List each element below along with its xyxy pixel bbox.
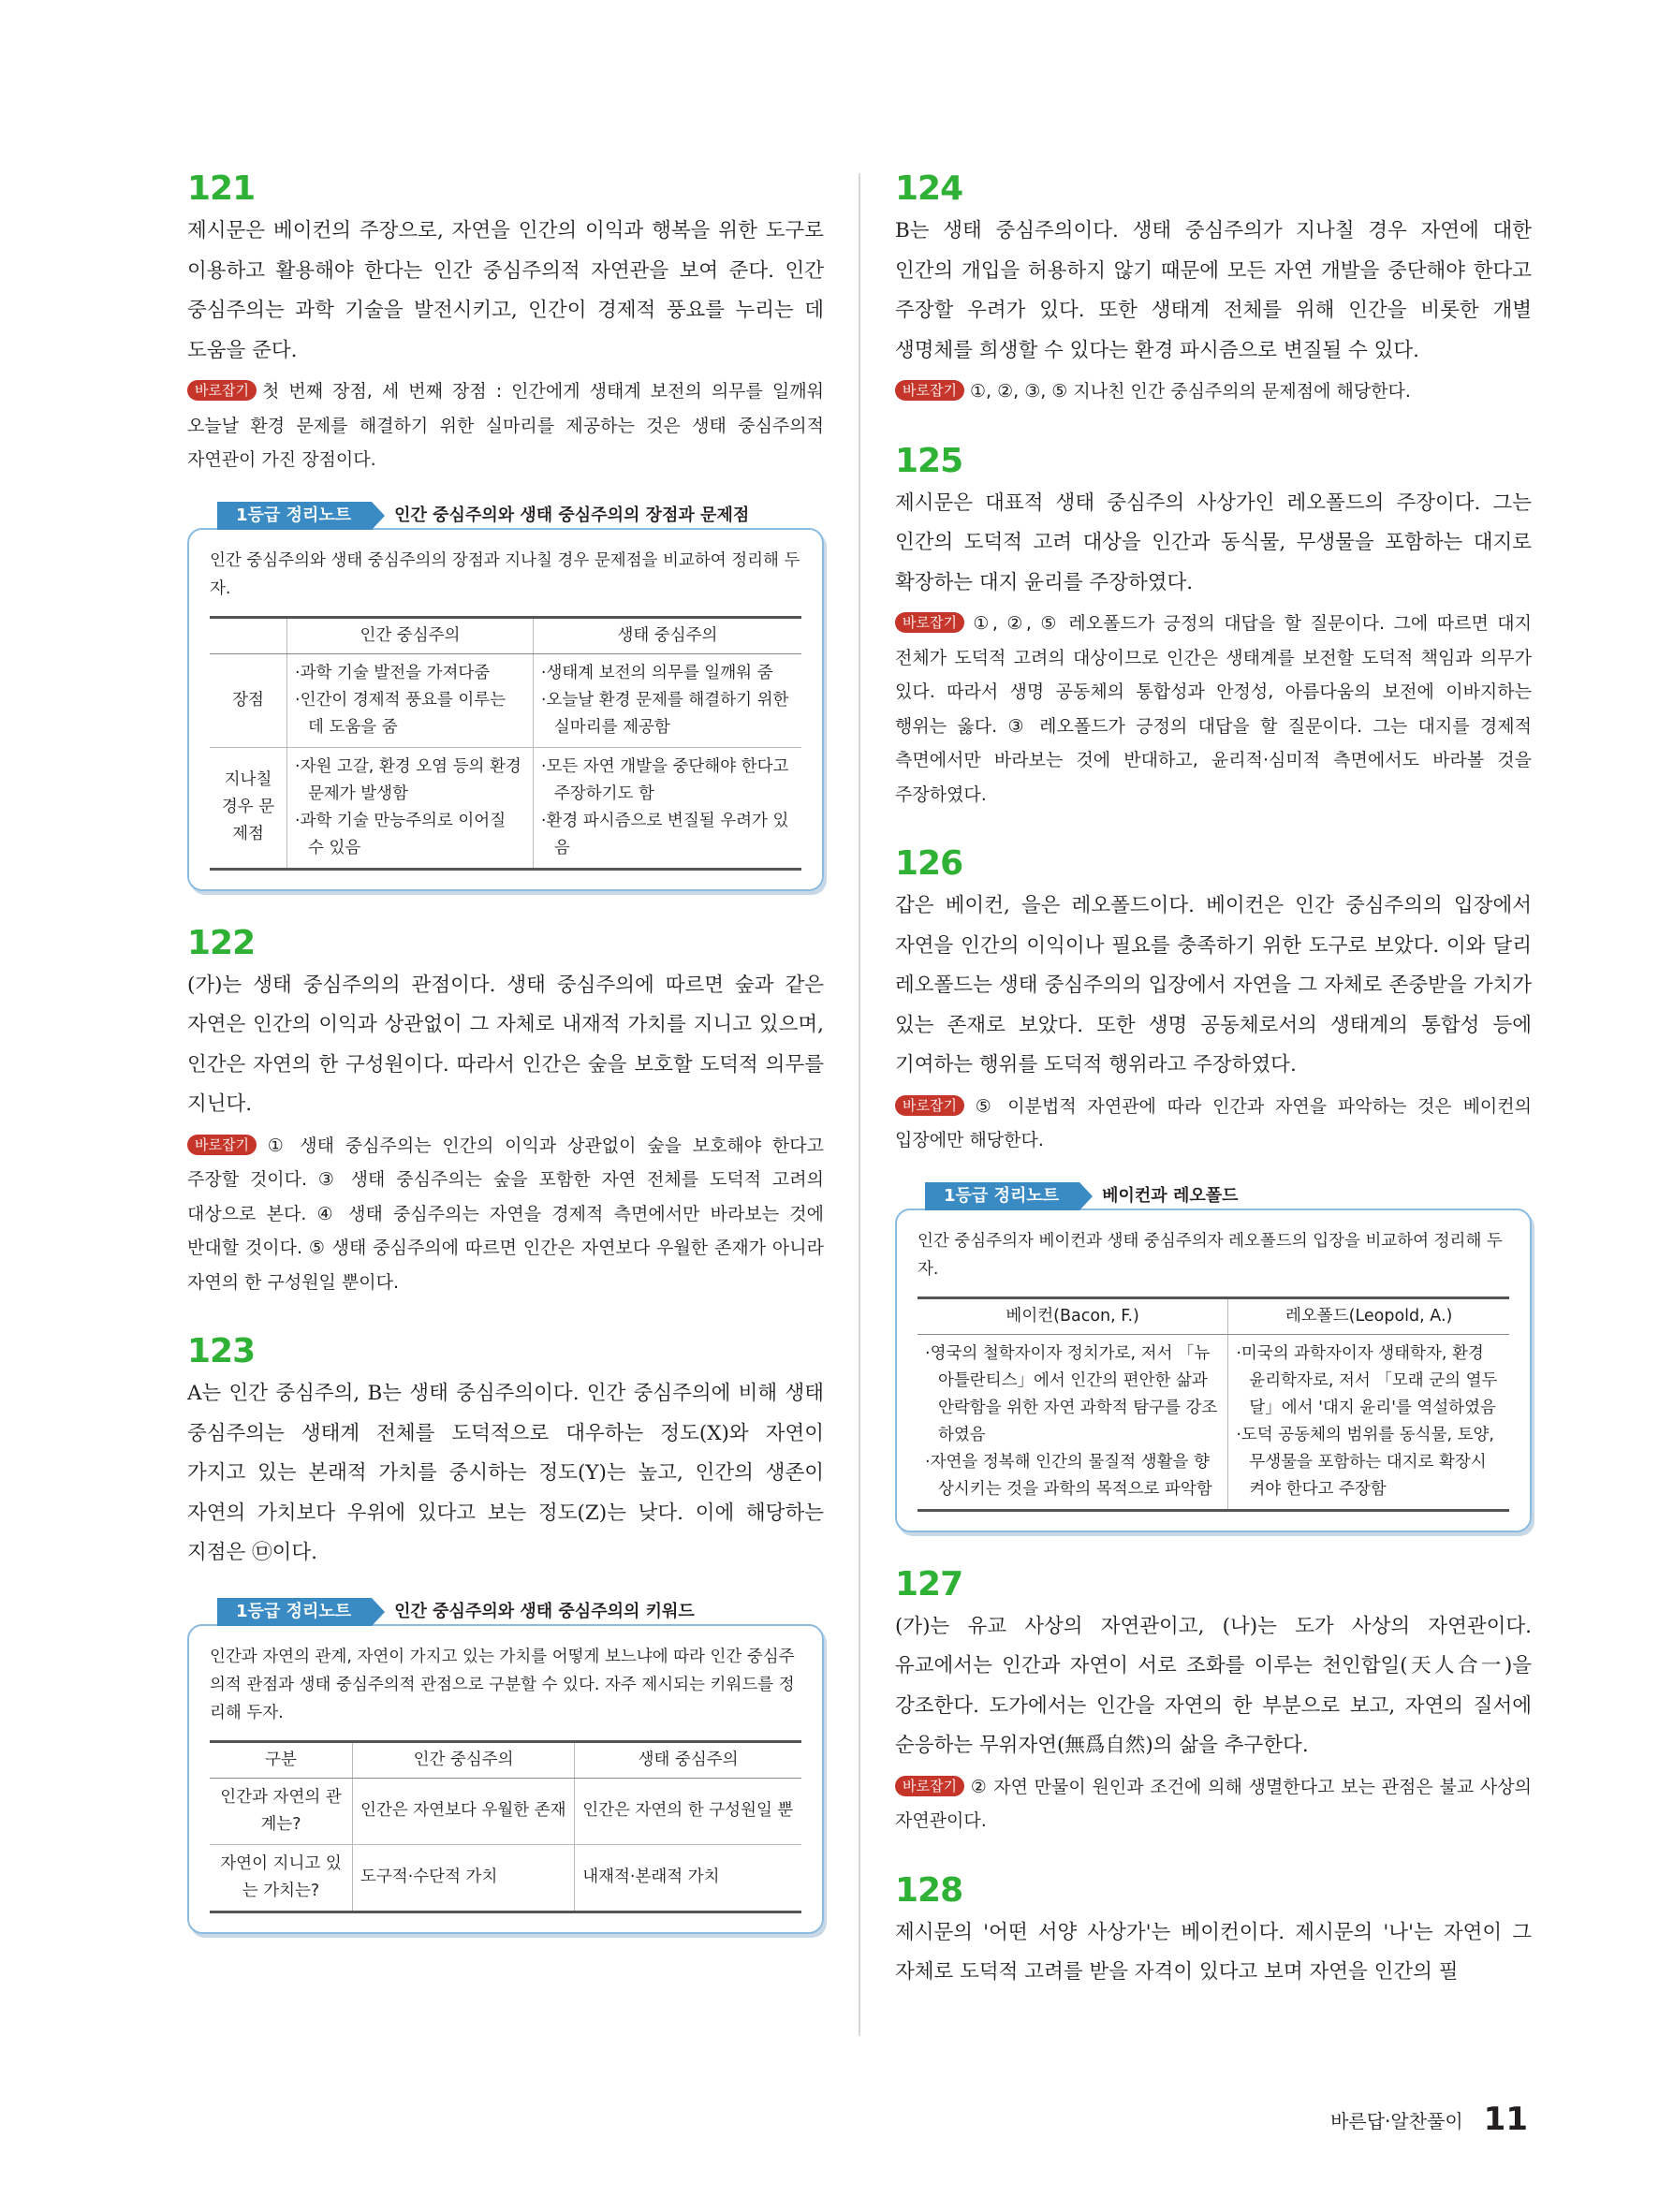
page-number: 11 bbox=[1483, 2101, 1528, 2138]
correction-tag: 바로잡기 bbox=[895, 612, 964, 633]
question-number: 126 bbox=[895, 844, 963, 883]
table-row: ·영국의 철학자이자 정치가로, 저서 「뉴 아틀란티스」에서 인간의 편안한 삶과 안락함을 위한 자연 과학적 탐구를 강조하였음 ·자연을 정복해 인간의 물질적 생활을 향상시키는 것을 과학의 목적으로 파악함 ·미국의 과학자이자 생태학자, 환경 윤리학자로, 저서 「모래 군의 열두 달」에서 '대지 윤리'를 역설하였음 ·도덕 공동체의 범위를 동식물, 토양, 무생물을 포함하는 대지로 확장시켜야 한다고 주장함 bbox=[918, 1334, 1509, 1510]
summary-note-1 bbox=[187, 498, 824, 891]
page-footer bbox=[1330, 2101, 1528, 2138]
note-intro: 인간과 자연의 관계, 자연이 가지고 있는 가치를 어떻게 보느냐에 따라 인간 중심주의적 관점과 생태 중심주의적 관점으로 구분할 수 있다. 자주 제시되는 키워드를 정리해 두자. bbox=[210, 1647, 795, 1722]
summary-note-2 bbox=[187, 1594, 824, 1934]
correction-tag: 바로잡기 bbox=[187, 1135, 257, 1155]
correction-tag: 바로잡기 bbox=[895, 1095, 964, 1116]
table-row: 지나칠 경우 문제점 ·자원 고갈, 환경 오염 등의 환경 문제가 발생함 ·과학 기술 만능주의로 이어질 수 있음 ·모든 자연 개발을 중단해야 한다고 주장하기도 함 ·환경 파시즘으로 변질될 우려가 있음 bbox=[210, 747, 801, 869]
comparison-table bbox=[210, 616, 801, 871]
explanation-text: 제시문의 '어떤 서양 사상가'는 베이컨이다. 제시문의 '나'는 자연이 그 자체로 도덕적 고려를 받을 자격이 있다고 보며 자연을 인간의 필 bbox=[895, 1920, 1532, 1984]
table-row: 자연이 지니고 있는 가치는? 도구적·수단적 가치 내재적·본래적 가치 bbox=[210, 1844, 801, 1912]
column-divider bbox=[859, 173, 860, 2036]
left-column bbox=[187, 168, 824, 1934]
note-badge: 1등급 정리노트 bbox=[925, 1182, 1079, 1210]
note-title: 베이컨과 레오폴드 bbox=[1102, 1185, 1239, 1206]
table-header: 베이컨(Bacon, F.) bbox=[918, 1297, 1228, 1334]
question-number: 125 bbox=[895, 441, 963, 480]
keyword-table bbox=[210, 1740, 801, 1913]
correction-text: 바로잡기 첫 번째 장점, 세 번째 장점 : 인간에게 생태계 보전의 의무를 일깨워 오늘날 환경 문제를 해결하기 위한 실마리를 제공하는 것은 생태 중심주의적 자연관이 가진 장점이다. bbox=[187, 381, 824, 470]
note-badge: 1등급 정리노트 bbox=[217, 502, 372, 530]
answer-122 bbox=[187, 923, 824, 1300]
question-number: 122 bbox=[187, 923, 256, 962]
correction-tag: 바로잡기 bbox=[187, 380, 257, 401]
correction-text: 바로잡기 ⑤ 이분법적 자연관에 따라 인간과 자연을 파악하는 것은 베이컨의 입장에만 해당한다. bbox=[895, 1095, 1532, 1150]
explanation-text: B는 생태 중심주의이다. 생태 중심주의가 지나칠 경우 자연에 대한 인간의 개입을 허용하지 않기 때문에 모든 자연 개발을 중단해야 한다고 주장할 우려가 있다. 또한 생태계 전체를 위해 인간을 비롯한 개별 생명체를 희생할 수 있다는 환경 파시즘으로 변질될 수 있다. bbox=[895, 219, 1532, 362]
correction-text: 바로잡기 ①, ②, ③, ⑤ 지나친 인간 중심주의의 문제점에 해당한다. bbox=[895, 374, 1532, 409]
table-header: 인간 중심주의 bbox=[353, 1741, 575, 1778]
table-header: 레오폴드(Leopold, A.) bbox=[1228, 1297, 1509, 1334]
note-title: 인간 중심주의와 생태 중심주의의 키워드 bbox=[394, 1601, 695, 1621]
explanation-text: (가)는 유교 사상의 자연관이고, (나)는 도가 사상의 자연관이다. 유교에서는 인간과 자연이 서로 조화를 이루는 천인합일(天人合一)을 강조한다. 도가에서는 인간을 자연의 한 부분으로 보고, 자연의 질서에 순응하는 무위자연(無爲自然)의 삶을 추구한다. bbox=[895, 1614, 1532, 1757]
answer-121 bbox=[187, 168, 824, 477]
correction-tag: 바로잡기 bbox=[895, 380, 964, 401]
answer-124 bbox=[895, 168, 1532, 409]
answer-123 bbox=[187, 1331, 824, 1574]
correction-text: 바로잡기 ①, ②, ⑤ 레오폴드가 긍정의 대답을 할 질문이다. 그에 따르면 대지 전체가 도덕적 고려의 대상이므로 인간은 생태계를 보전할 도덕적 책임과 의무가 있다. 따라서 생명 공동체의 통합성과 안정성, 아름다움의 보전에 이바지하는 행위는 옳다. ③ 레오폴드가 긍정의 대답을 할 질문이다. 그는 대지를 경제적 측면에서만 바라보는 것에 반대하고, 윤리적·심미적 측면에서도 바라볼 것을 주장하였다. bbox=[895, 613, 1532, 805]
footer-title: 바른답·알찬풀이 bbox=[1330, 2109, 1463, 2132]
question-number: 121 bbox=[187, 169, 256, 208]
summary-note-3 bbox=[895, 1179, 1532, 1532]
table-header: 생태 중심주의 bbox=[533, 617, 801, 653]
table-header bbox=[210, 617, 287, 653]
note-badge: 1등급 정리노트 bbox=[217, 1598, 372, 1626]
note-intro: 인간 중심주의와 생태 중심주의의 장점과 지나칠 경우 문제점을 비교하여 정리해 두자. bbox=[210, 550, 800, 598]
correction-text: 바로잡기 ② 자연 만물이 원인과 조건에 의해 생멸한다고 보는 관점은 불교 사상의 자연관이다. bbox=[895, 1776, 1532, 1831]
table-row: 장점 ·과학 기술 발전을 가져다줌 ·인간이 경제적 풍요를 이루는 데 도움을 줌 ·생태계 보전의 의무를 일깨워 줌 ·오늘날 환경 문제를 해결하기 위한 실마리를 제공함 bbox=[210, 653, 801, 747]
table-row: 인간과 자연의 관계는? 인간은 자연보다 우월한 존재 인간은 자연의 한 구성원일 뿐 bbox=[210, 1778, 801, 1844]
table-header: 인간 중심주의 bbox=[287, 617, 534, 653]
correction-text: 바로잡기 ① 생태 중심주의는 인간의 이익과 상관없이 숲을 보호해야 한다고 주장할 것이다. ③ 생태 중심주의는 숲을 포함한 자연 전체를 도덕적 고려의 대상으로 본다. ④ 생태 중심주의는 자연을 경제적 측면에서만 바라보는 것에 반대할 것이다. ⑤ 생태 중심주의에 따르면 인간은 자연보다 우월한 존재가 아니라 자연의 한 구성원일 뿐이다. bbox=[187, 1135, 824, 1293]
right-column bbox=[895, 168, 1532, 1993]
note-title: 인간 중심주의와 생태 중심주의의 장점과 문제점 bbox=[394, 505, 750, 525]
explanation-text: A는 인간 중심주의, B는 생태 중심주의이다. 인간 중심주의에 비해 생태 중심주의는 생태계 전체를 도덕적으로 대우하는 정도(X)와 자연이 가지고 있는 본래적 가치를 중시하는 정도(Y)는 높고, 인간의 생존이 자연의 가치보다 우위에 있다고 보는 정도(Z)는 낮다. 이에 해당하는 지점은 ㉤이다. bbox=[187, 1382, 824, 1564]
question-number: 127 bbox=[895, 1564, 963, 1604]
explanation-text: (가)는 생태 중심주의의 관점이다. 생태 중심주의에 따르면 숲과 같은 자연은 인간의 이익과 상관없이 그 자체로 내재적 가치를 지니고 있으며, 인간은 자연의 한 구성원이다. 따라서 인간은 숲을 보호할 도덕적 의무를 지닌다. bbox=[187, 973, 824, 1116]
question-number: 128 bbox=[895, 1870, 963, 1910]
correction-tag: 바로잡기 bbox=[895, 1776, 964, 1796]
explanation-text: 갑은 베이컨, 을은 레오폴드이다. 베이컨은 인간 중심주의의 입장에서 자연을 인간의 이익이나 필요를 충족하기 위한 도구로 보았다. 이와 달리 레오폴드는 생태 중심주의의 입장에서 자연을 그 자체로 존중받을 가치가 있는 존재로 보았다. 또한 생명 공동체로서의 생태계의 통합성 등에 기여하는 행위를 도덕적 행위라고 주장하였다. bbox=[895, 894, 1532, 1077]
bacon-leopold-table bbox=[918, 1296, 1509, 1512]
answer-126 bbox=[895, 843, 1532, 1158]
explanation-text: 제시문은 대표적 생태 중심주의 사상가인 레오폴드의 주장이다. 그는 인간의 도덕적 고려 대상을 인간과 동식물, 무생물을 포함하는 대지로 확장하는 대지 윤리를 주장하였다. bbox=[895, 491, 1532, 594]
table-header: 생태 중심주의 bbox=[575, 1741, 801, 1778]
question-number: 123 bbox=[187, 1332, 256, 1370]
table-header: 구분 bbox=[210, 1741, 353, 1778]
note-intro: 인간 중심주의자 베이컨과 생태 중심주의자 레오폴드의 입장을 비교하여 정리해 두자. bbox=[918, 1231, 1503, 1279]
answer-125 bbox=[895, 441, 1532, 813]
explanation-text: 제시문은 베이컨의 주장으로, 자연을 인간의 이익과 행복을 위한 도구로 이용하고 활용해야 한다는 인간 중심주의적 자연관을 보여 준다. 인간 중심주의는 과학 기술을 발전시키고, 인간이 경제적 풍요를 누리는 데 도움을 준다. bbox=[187, 219, 824, 362]
question-number: 124 bbox=[895, 169, 963, 208]
answer-128 bbox=[895, 1870, 1532, 1993]
answer-127 bbox=[895, 1564, 1532, 1838]
